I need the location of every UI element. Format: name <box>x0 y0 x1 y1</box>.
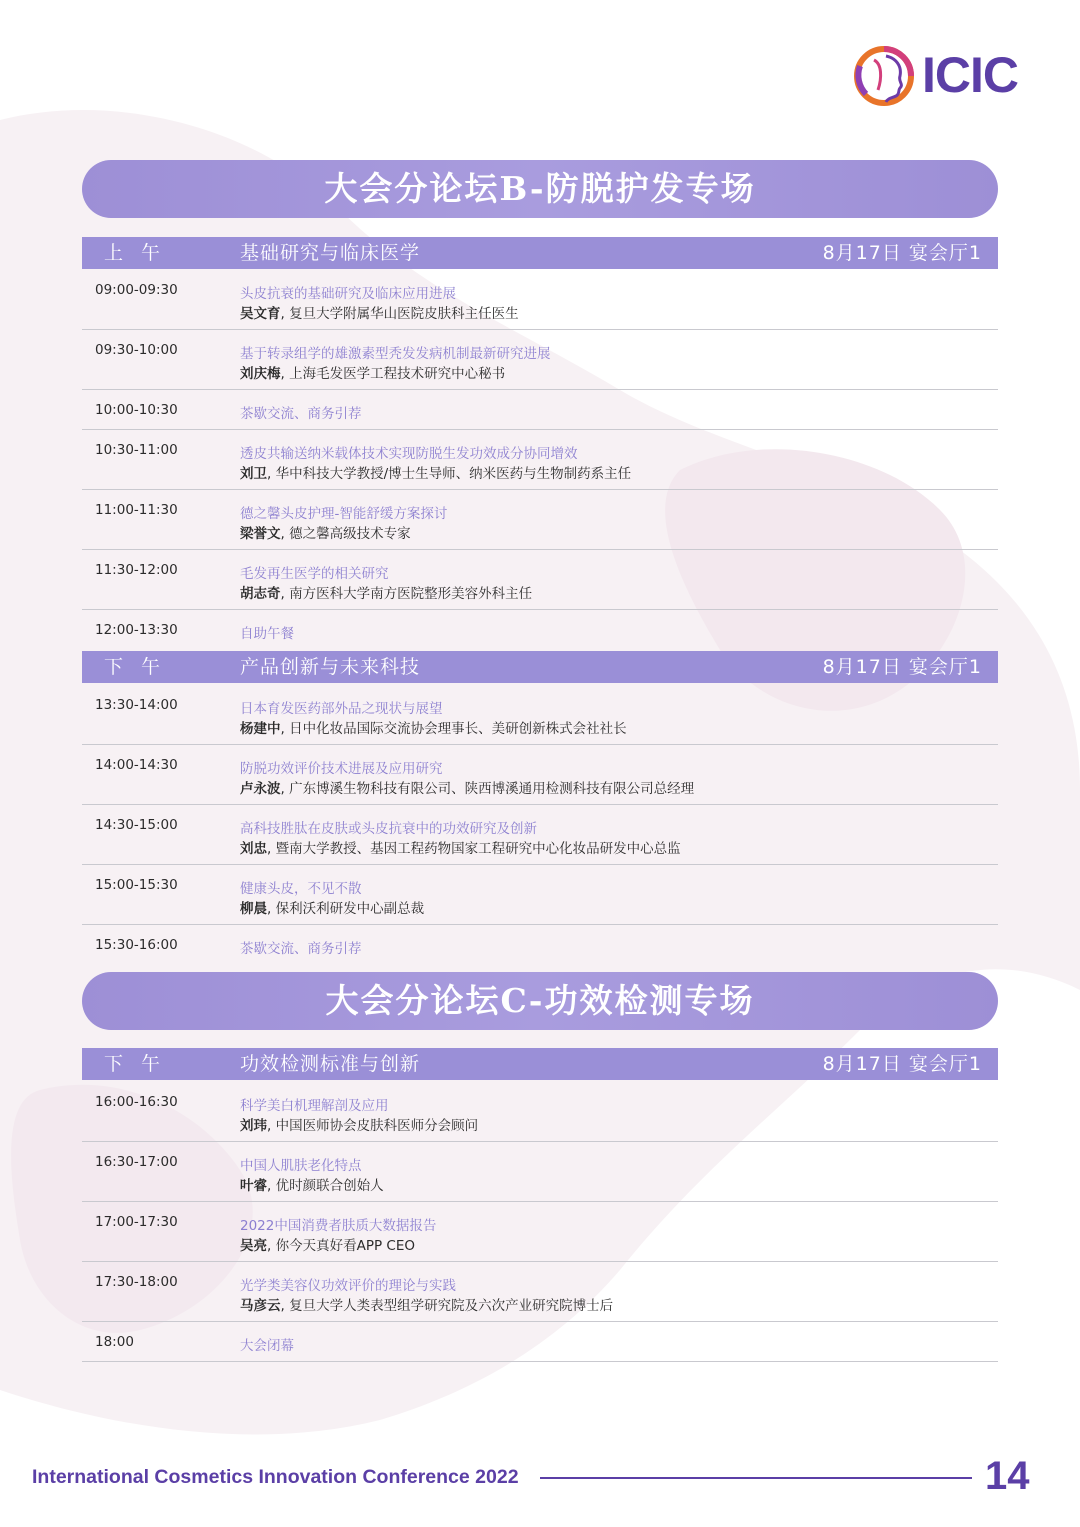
row-title: 茶歇交流、商务引荐 <box>240 406 362 422</box>
row-speaker <box>240 1294 613 1314</box>
schedule-row <box>82 1322 998 1362</box>
schedule-row <box>82 1082 998 1142</box>
row-title: 大会闭幕 <box>240 1338 294 1354</box>
row-title: 头皮抗衰的基础研究及临床应用进展 <box>240 286 456 302</box>
session-location: 8月17日 宴会厅1 <box>822 656 982 678</box>
row-time: 13:30-14:00 <box>95 697 178 713</box>
row-title: 中国人肌肤老化特点 <box>240 1158 362 1174</box>
session-topic: 产品创新与未来科技 <box>240 656 421 678</box>
speaker-name: 杨建中 <box>240 721 281 737</box>
section-title-c: 大会分论坛C-功效检测专场 <box>82 972 998 1030</box>
row-time: 16:30-17:00 <box>95 1154 178 1170</box>
footer-conference-name: International Cosmetics Innovation Conference 2022 <box>32 1466 519 1488</box>
speaker-name: 吴文育 <box>240 306 281 322</box>
row-title: 光学类美容仪功效评价的理论与实践 <box>240 1278 456 1294</box>
row-title: 高科技胜肽在皮肤或头皮抗衰中的功效研究及创新 <box>240 821 537 837</box>
row-time: 17:30-18:00 <box>95 1274 178 1290</box>
row-title: 透皮共输送纳米载体技术实现防脱生发功效成分协同增效 <box>240 446 578 462</box>
row-speaker <box>240 302 519 322</box>
footer-divider <box>540 1477 972 1479</box>
schedule-row <box>82 925 998 965</box>
schedule-row <box>82 805 998 865</box>
session-period: 下 午 <box>103 656 167 678</box>
row-speaker <box>240 837 681 857</box>
row-speaker <box>240 1174 384 1194</box>
schedule-row <box>82 610 998 650</box>
row-time: 11:00-11:30 <box>95 502 178 518</box>
row-title: 2022中国消费者肤质大数据报告 <box>240 1218 437 1234</box>
session-header-afternoon-testing <box>82 1048 998 1080</box>
schedule-row <box>82 1202 998 1262</box>
page-number: 14 <box>985 1454 1030 1498</box>
session-location: 8月17日 宴会厅1 <box>822 242 982 264</box>
schedule-row <box>82 865 998 925</box>
schedule-row <box>82 550 998 610</box>
row-title: 德之馨头皮护理-智能舒缓方案探讨 <box>240 506 448 522</box>
row-title: 茶歇交流、商务引荐 <box>240 941 362 957</box>
row-time: 11:30-12:00 <box>95 562 178 578</box>
schedule-row <box>82 745 998 805</box>
row-title: 防脱功效评价技术进展及应用研究 <box>240 761 443 777</box>
speaker-affiliation: , 复旦大学附属华山医院皮肤科主任医生 <box>280 306 519 322</box>
session-period: 上 午 <box>103 242 167 264</box>
speaker-affiliation: , 你今天真好看APP CEO <box>267 1238 415 1254</box>
schedule-row <box>82 685 998 745</box>
row-time: 15:00-15:30 <box>95 877 178 893</box>
speaker-name: 柳晨 <box>240 901 267 917</box>
row-title: 科学美白机理解剖及应用 <box>240 1098 389 1114</box>
schedule-row <box>82 330 998 390</box>
row-title: 日本育发医药部外品之现状与展望 <box>240 701 443 717</box>
speaker-affiliation: , 上海毛发医学工程技术研究中心秘书 <box>280 366 506 382</box>
row-title: 自助午餐 <box>240 626 294 642</box>
speaker-affiliation: , 保利沃利研发中心副总裁 <box>267 901 425 917</box>
speaker-name: 马彦云 <box>240 1298 281 1314</box>
row-title: 基于转录组学的雄激素型秃发发病机制最新研究进展 <box>240 346 551 362</box>
speaker-affiliation: , 广东博溪生物科技有限公司、陕西博溪通用检测科技有限公司总经理 <box>280 781 695 797</box>
section-title-b: 大会分论坛B-防脱护发专场 <box>82 160 998 218</box>
speaker-name: 刘庆梅 <box>240 366 281 382</box>
speaker-affiliation: , 中国医师协会皮肤科医师分会顾问 <box>267 1118 479 1134</box>
schedule-row <box>82 390 998 430</box>
row-time: 18:00 <box>95 1334 134 1350</box>
row-title: 毛发再生医学的相关研究 <box>240 566 389 582</box>
row-time: 09:30-10:00 <box>95 342 178 358</box>
speaker-affiliation: , 复旦大学人类表型组学研究院及六次产业研究院博士后 <box>280 1298 614 1314</box>
logo-wordmark <box>922 46 1018 104</box>
speaker-name: 吴亮 <box>240 1238 267 1254</box>
speaker-name: 胡志奇 <box>240 586 281 602</box>
schedule-row <box>82 430 998 490</box>
row-title: 健康头皮，不见不散 <box>240 881 362 897</box>
logo-text: ICIC <box>922 47 1018 103</box>
speaker-name: 刘忠 <box>240 841 267 857</box>
row-speaker <box>240 897 424 917</box>
speaker-affiliation: , 优时颜联合创始人 <box>267 1178 384 1194</box>
row-time: 14:30-15:00 <box>95 817 178 833</box>
row-speaker <box>240 717 627 737</box>
row-time: 12:00-13:30 <box>95 622 178 638</box>
speaker-affiliation: , 德之馨高级技术专家 <box>280 526 411 542</box>
speaker-name: 刘玮 <box>240 1118 267 1134</box>
session-header-afternoon-products <box>82 651 998 683</box>
row-speaker <box>240 462 631 482</box>
row-speaker <box>240 582 532 602</box>
schedule-row <box>82 490 998 550</box>
row-time: 14:00-14:30 <box>95 757 178 773</box>
speaker-affiliation: , 日中化妆品国际交流协会理事长、美研创新株式会社社长 <box>280 721 627 737</box>
icic-logo <box>852 44 1032 108</box>
speaker-affiliation: , 华中科技大学教授/博士生导师、纳米医药与生物制药系主任 <box>267 466 632 482</box>
speaker-name: 卢永波 <box>240 781 281 797</box>
row-time: 09:00-09:30 <box>95 282 178 298</box>
session-period: 下 午 <box>103 1053 167 1075</box>
speaker-name: 叶睿 <box>240 1178 267 1194</box>
row-speaker <box>240 1234 415 1254</box>
speaker-name: 刘卫 <box>240 466 267 482</box>
schedule-row <box>82 270 998 330</box>
session-location: 8月17日 宴会厅1 <box>822 1053 982 1075</box>
schedule-row <box>82 1262 998 1322</box>
row-speaker <box>240 362 505 382</box>
session-topic: 功效检测标准与创新 <box>240 1053 421 1075</box>
session-topic: 基础研究与临床医学 <box>240 242 421 264</box>
speaker-affiliation: , 暨南大学教授、基因工程药物国家工程研究中心化妆品研发中心总监 <box>267 841 681 857</box>
speaker-name: 梁誉文 <box>240 526 281 542</box>
row-time: 17:00-17:30 <box>95 1214 178 1230</box>
row-speaker <box>240 1114 478 1134</box>
schedule-row <box>82 1142 998 1202</box>
face-profile-icon <box>852 44 916 108</box>
row-time: 15:30-16:00 <box>95 937 178 953</box>
row-time: 10:00-10:30 <box>95 402 178 418</box>
row-time: 10:30-11:00 <box>95 442 178 458</box>
session-header-morning <box>82 237 998 269</box>
row-speaker <box>240 522 411 542</box>
row-speaker <box>240 777 694 797</box>
row-time: 16:00-16:30 <box>95 1094 178 1110</box>
speaker-affiliation: , 南方医科大学南方医院整形美容外科主任 <box>280 586 533 602</box>
